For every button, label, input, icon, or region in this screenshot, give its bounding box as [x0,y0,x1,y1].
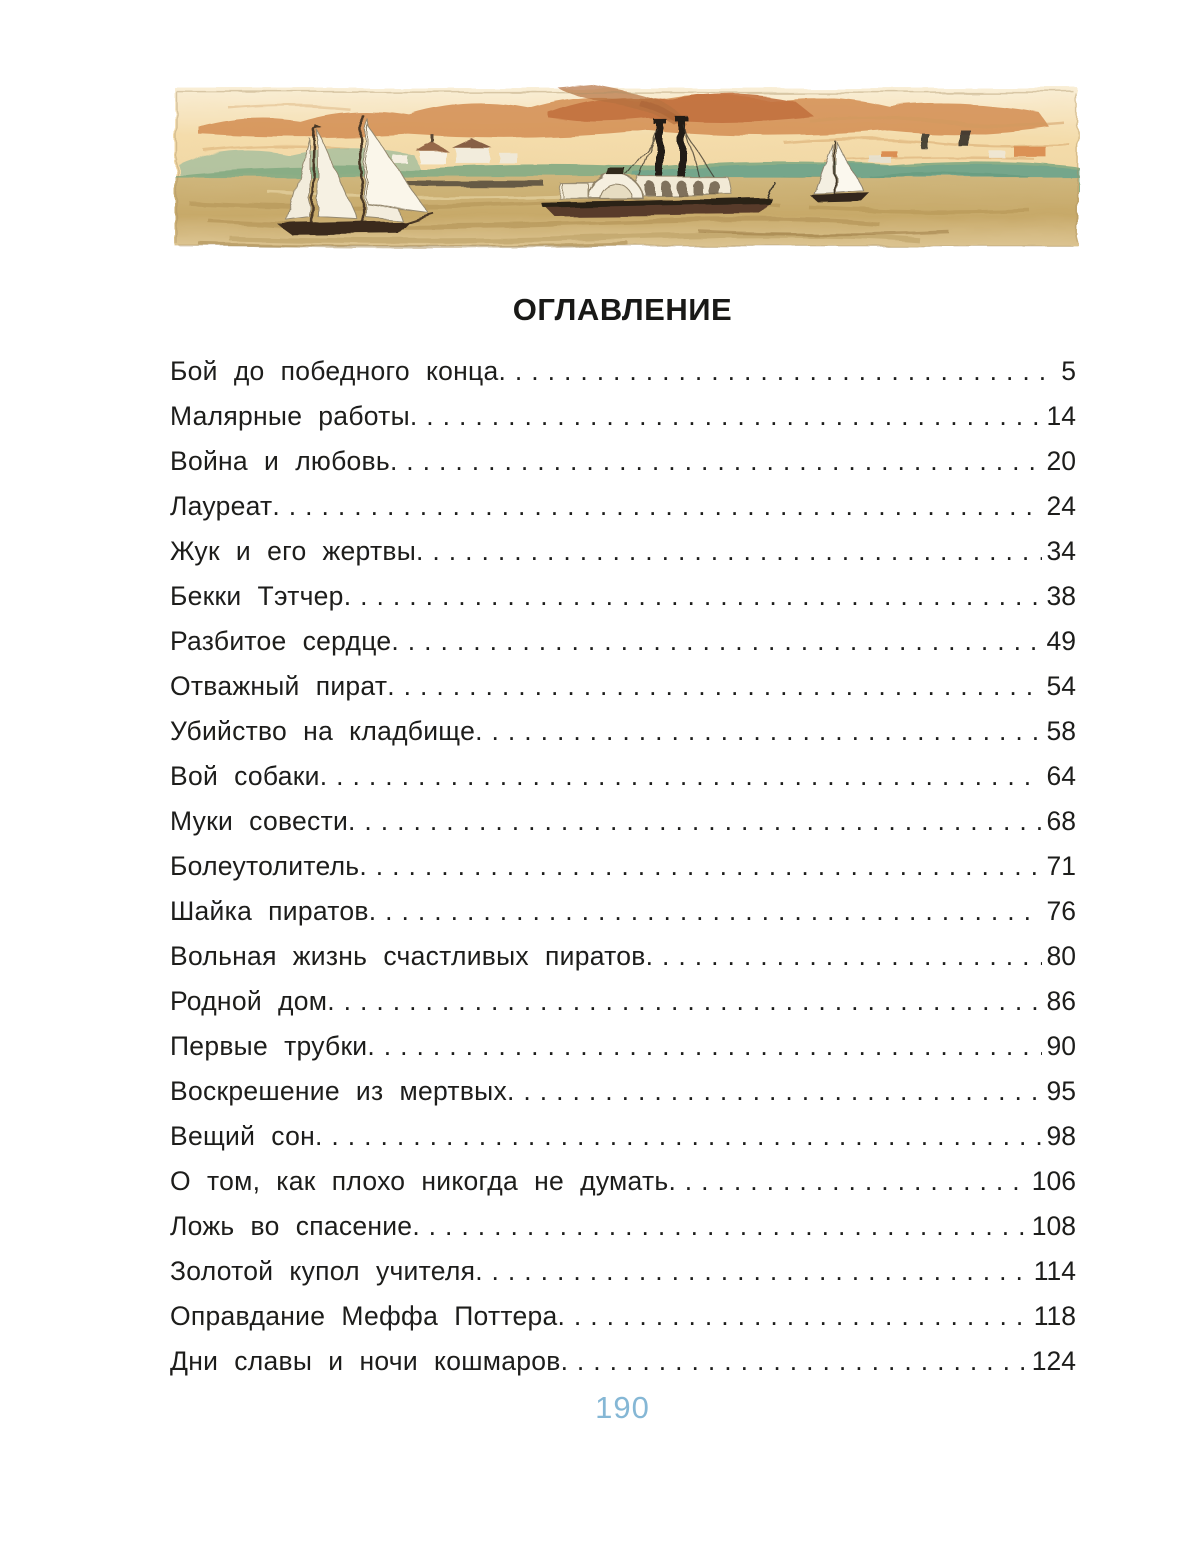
toc-entry-page: 90 [1046,1031,1076,1061]
table-of-contents [170,349,1076,1384]
toc-entry-label: Жук и его жертвы [170,536,417,566]
toc-entry-label: О том, как плохо никогда не думать [170,1166,669,1196]
toc-entry-page: 54 [1046,671,1076,701]
toc-dot-leader [367,1024,1041,1069]
toc-row [170,1339,1076,1384]
toc-entry-label: Убийство на кладбище [170,716,476,746]
toc-entry-label: Лауреат [170,491,273,521]
toc-entry-label: Отважный пират [170,671,388,701]
toc-row [170,754,1076,799]
toc-entry-label: Малярные работы [170,401,410,431]
toc-entry-page: 71 [1046,851,1076,881]
toc-row [170,799,1076,844]
toc-dot-leader [327,979,1041,1024]
toc-dot-leader [646,934,1042,979]
toc-entry-page: 114 [1033,1256,1076,1286]
toc-entry-page: 118 [1033,1301,1076,1331]
toc-entry-label: Вещий сон [170,1121,315,1151]
toc-entry-label: Родной дом [170,986,328,1016]
toc-dot-leader [498,349,1056,394]
toc-dot-leader [344,574,1042,619]
toc-dot-leader [387,664,1041,709]
toc-dot-leader [348,799,1041,844]
toc-entry-label: Золотой купол учителя [170,1256,476,1286]
toc-entry-label: Бекки Тэтчер [170,581,344,611]
toc-row [170,349,1076,394]
toc-row [170,1204,1076,1249]
toc-row [170,1024,1076,1069]
toc-entry-page: 58 [1046,716,1076,746]
toc-row [170,1159,1076,1204]
toc-dot-leader [369,889,1042,934]
page-title: ОГЛАВЛЕНИЕ [512,291,733,327]
toc-entry-label: Шайка пиратов [170,896,369,926]
toc-entry-page: 80 [1046,941,1076,971]
toc-row [170,889,1076,934]
toc-entry-label: Вольная жизнь счастливых пиратов [170,941,646,971]
toc-entry-label: Воскрешение из мертвых [170,1076,507,1106]
toc-entry-page: 108 [1031,1211,1076,1241]
toc-row [170,1069,1076,1114]
toc-row [170,1249,1076,1294]
toc-dot-leader [416,529,1041,574]
toc-entry-page: 64 [1046,761,1076,791]
toc-entry-page: 95 [1046,1076,1076,1106]
toc-entry-page: 49 [1046,626,1076,656]
toc-row [170,709,1076,754]
toc-dot-leader [359,844,1041,889]
toc-row [170,979,1076,1024]
toc-entry-label: Дни славы и ночи кошмаров [170,1346,561,1376]
toc-entry-page: 34 [1046,536,1076,566]
toc-entry-page: 124 [1031,1346,1076,1376]
toc-row [170,934,1076,979]
toc-row [170,844,1076,889]
toc-entry-label: Первые трубки [170,1031,368,1061]
toc-dot-leader [507,1069,1042,1114]
toc-entry-page: 76 [1046,896,1076,926]
toc-entry-page: 20 [1046,446,1076,476]
toc-entry-label: Вой собаки [170,761,320,791]
toc-row [170,1294,1076,1339]
toc-entry-label: Война и любовь [170,446,390,476]
toc-dot-leader [668,1159,1026,1204]
toc-row [170,1114,1076,1159]
toc-entry-page: 106 [1031,1166,1076,1196]
toc-dot-leader [410,394,1042,439]
toc-row [170,619,1076,664]
toc-entry-label: Муки совести [170,806,349,836]
toc-entry-page: 24 [1046,491,1076,521]
toc-row [170,484,1076,529]
toc-row [170,664,1076,709]
toc-row [170,574,1076,619]
toc-entry-page: 86 [1046,986,1076,1016]
toc-entry-page: 98 [1046,1121,1076,1151]
toc-dot-leader [320,754,1042,799]
toc-dot-leader [390,439,1042,484]
page-number: 190 [595,1390,650,1425]
toc-dot-leader [558,1294,1029,1339]
toc-dot-leader [391,619,1041,664]
toc-dot-leader [412,1204,1026,1249]
toc-entry-page: 68 [1046,806,1076,836]
toc-entry-label: Бой до победного конца [170,356,499,386]
toc-entry-page: 38 [1046,581,1076,611]
river-watercolor-illustration [169,84,1084,254]
toc-row [170,439,1076,484]
river-illustration-svg [169,84,1084,254]
toc-dot-leader [475,1249,1029,1294]
toc-entry-label: Ложь во спасение [170,1211,413,1241]
toc-dot-leader [475,709,1041,754]
toc-row [170,529,1076,574]
toc-dot-leader [315,1114,1042,1159]
toc-entry-page: 5 [1061,356,1076,386]
toc-entry-page: 14 [1046,401,1076,431]
toc-dot-leader [561,1339,1027,1384]
toc-entry-label: Разбитое сердце [170,626,392,656]
toc-dot-leader [272,484,1041,529]
toc-entry-label: Болеутолитель [170,851,360,881]
toc-row [170,394,1076,439]
toc-entry-label: Оправдание Меффа Поттера [170,1301,558,1331]
